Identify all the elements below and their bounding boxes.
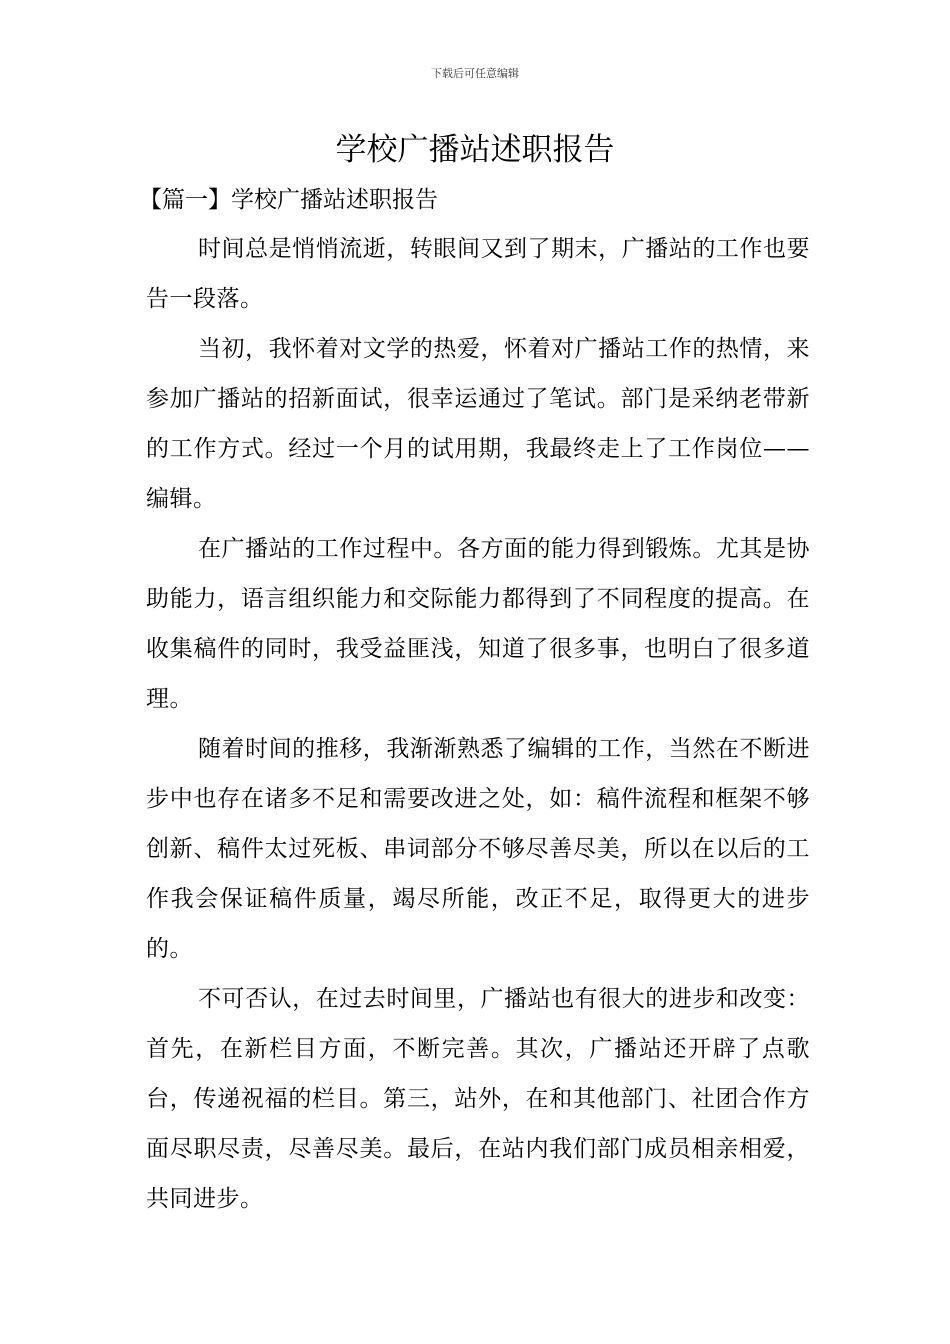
header-note: 下载后可任意编辑 bbox=[431, 67, 519, 80]
paragraph-5: 不可否认，在过去时间里，广播站也有很大的进步和改变：首先，在新栏目方面，不断完善。其次，广播站还开辟了点歌台，传递祝福的栏目。第三，站外，在和其他部门、社团合作方面尽职尽责，尽善尽美。最后，在站内我们部门成员相亲相爱，共同进步。 bbox=[146, 986, 810, 1212]
paragraph-4: 随着时间的推移，我渐渐熟悉了编辑的工作，当然在不断进步中也存在诸多不足和需要改进之处，如：稿件流程和框架不够创新、稿件太过死板、串词部分不够尽善尽美，所以在以后的工作我会保证稿件质量，竭尽所能，改正不足，取得更大的进步的。 bbox=[146, 736, 810, 962]
paragraph-3: 在广播站的工作过程中。各方面的能力得到锻炼。尤其是协助能力，语言组织能力和交际能力都得到了不同程度的提高。在收集稿件的同时，我受益匪浅，知道了很多事，也明白了很多道理。 bbox=[146, 536, 810, 712]
document-title: 学校广播站述职报告 bbox=[335, 132, 615, 168]
section-heading: 【篇一】学校广播站述职报告 bbox=[139, 187, 438, 213]
paragraph-1: 时间总是悄悄流逝，转眼间又到了期末，广播站的工作也要告一段落。 bbox=[146, 236, 810, 312]
paragraph-2: 当初，我怀着对文学的热爱，怀着对广播站工作的热情，来参加广播站的招新面试，很幸运通过了笔试。部门是采纳老带新的工作方式。经过一个月的试用期，我最终走上了工作岗位——编辑。 bbox=[146, 336, 810, 512]
document-body bbox=[139, 176, 810, 1224]
